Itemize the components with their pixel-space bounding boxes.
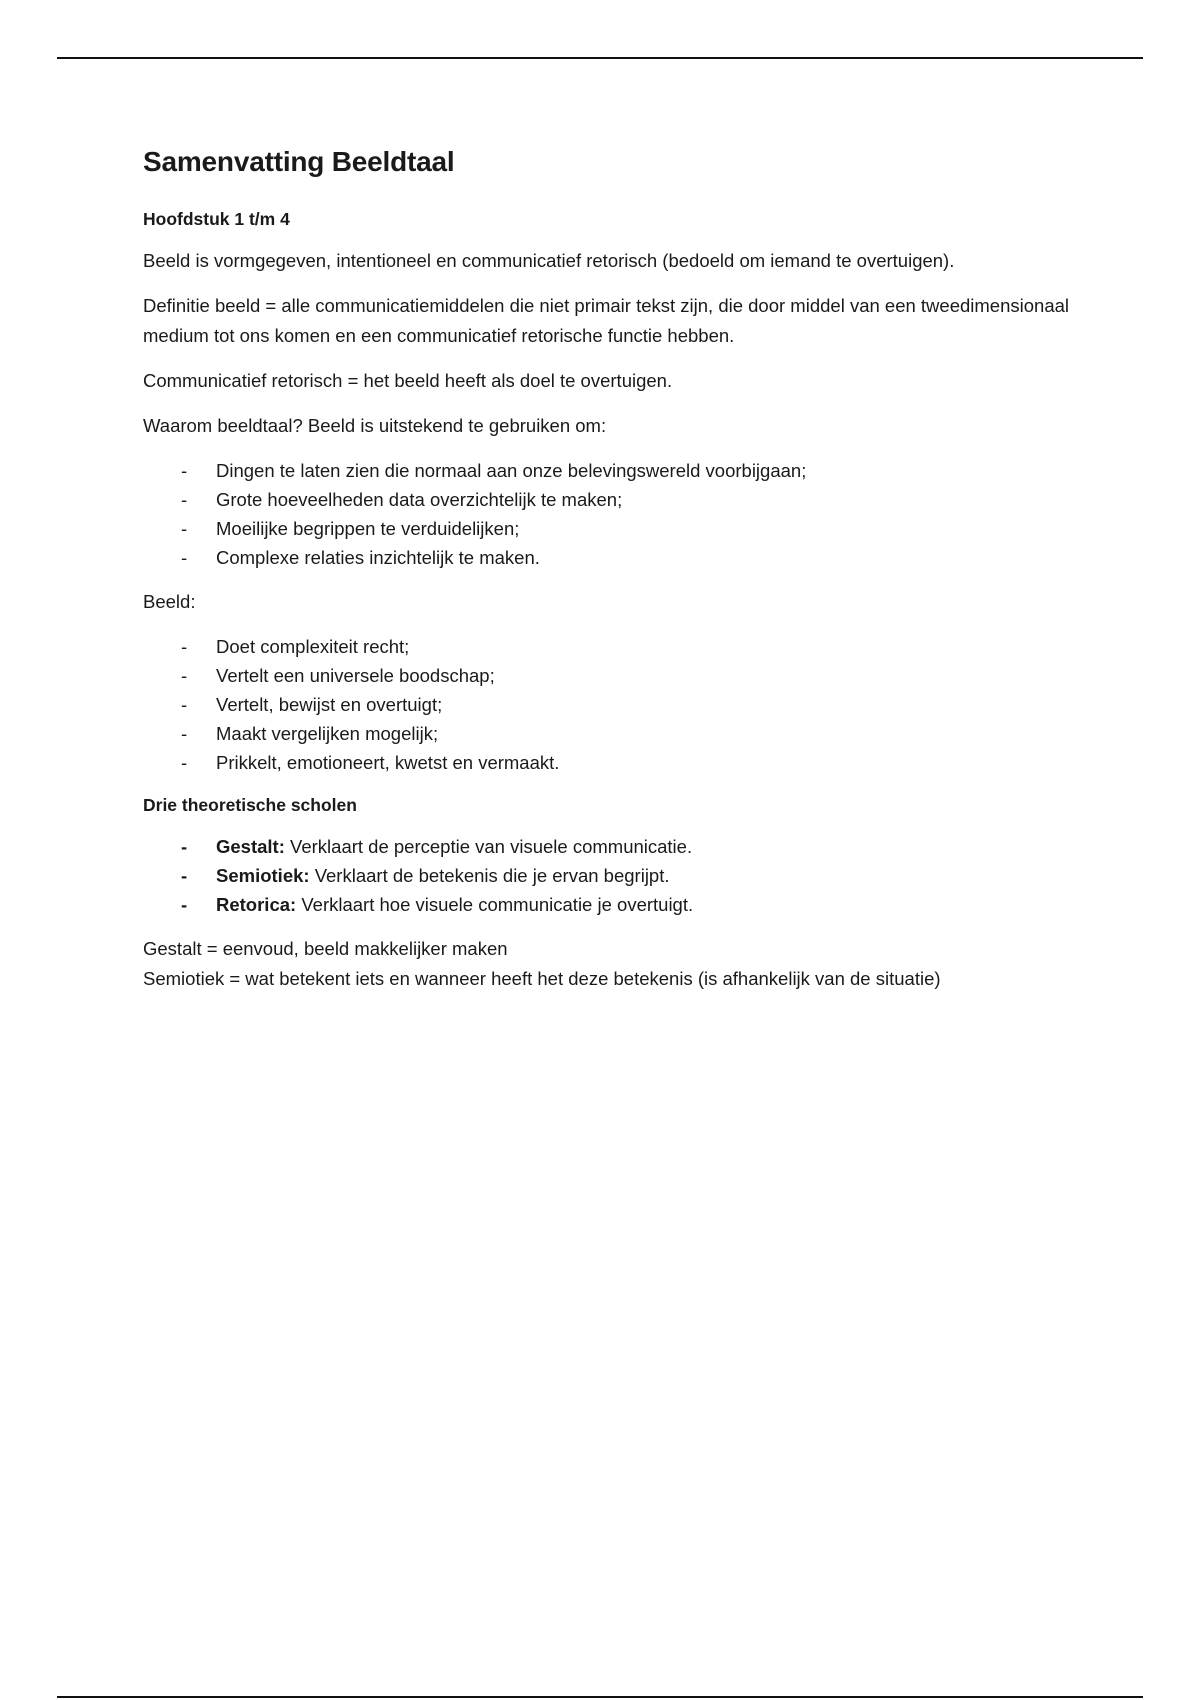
list-beeld-properties bbox=[143, 632, 1083, 777]
bullet-dash: - bbox=[181, 489, 188, 510]
bullet-dash: - bbox=[181, 547, 188, 568]
page-title: Samenvatting Beeldtaal bbox=[143, 146, 455, 177]
bullet-dash: - bbox=[181, 518, 188, 539]
closing-line-semiotiek: Semiotiek = wat betekent iets en wanneer heeft het deze betekenis (is afhankelijk van de situatie) bbox=[143, 968, 941, 989]
school-term: Gestalt: bbox=[216, 836, 285, 857]
bullet-dash: - bbox=[181, 460, 188, 481]
bullet-dash: - bbox=[181, 694, 188, 715]
document-body bbox=[143, 142, 1083, 994]
list-beeld-uses bbox=[143, 456, 1083, 572]
list-item: - Maakt vergelijken mogelijk; bbox=[143, 719, 1083, 748]
list-item: - Prikkelt, emotioneert, kwetst en vermaakt. bbox=[143, 748, 1083, 777]
bullet-dash: - bbox=[181, 752, 188, 773]
list-item: - Dingen te laten zien die normaal aan onze belevingswereld voorbijgaan; bbox=[143, 456, 1083, 485]
list-theoretische-scholen bbox=[143, 832, 1083, 919]
paragraph-communicatief-retorisch: Communicatief retorisch = het beeld heeft als doel te overtuigen. bbox=[143, 370, 673, 391]
list-item: - Grote hoeveelheden data overzichtelijk te maken; bbox=[143, 485, 1083, 514]
footer-rule bbox=[57, 1696, 1143, 1698]
school-term: Semiotiek: bbox=[216, 865, 310, 886]
list-item: - Moeilijke begrippen te verduidelijken; bbox=[143, 514, 1083, 543]
school-description: Verklaart de perceptie van visuele communicatie. bbox=[284, 836, 693, 857]
bullet-dash: - bbox=[181, 636, 188, 657]
school-description: Verklaart de betekenis die je ervan begrijpt. bbox=[309, 865, 670, 886]
paragraph-waarom-beeldtaal: Waarom beeldtaal? Beeld is uitstekend te gebruiken om: bbox=[143, 415, 607, 436]
section-heading-theoretische-scholen: Drie theoretische scholen bbox=[143, 795, 357, 815]
closing-line-gestalt: Gestalt = eenvoud, beeld makkelijker maken bbox=[143, 938, 508, 959]
bullet-dash: - bbox=[181, 836, 188, 857]
paragraph-beeld-definition: Definitie beeld = alle communicatiemiddelen die niet primair tekst zijn, die door middel van een tweedimensionaal medium tot ons komen en een communicatief retorische functie hebben. bbox=[143, 295, 1070, 346]
list-item: - Complexe relaties inzichtelijk te maken. bbox=[143, 543, 1083, 572]
bullet-dash: - bbox=[181, 894, 188, 915]
bullet-dash: - bbox=[181, 865, 188, 886]
list-item: - Vertelt, bewijst en overtuigt; bbox=[143, 690, 1083, 719]
chapter-subtitle: Hoofdstuk 1 t/m 4 bbox=[143, 209, 290, 229]
paragraph-beeld-definition-short: Beeld is vormgegeven, intentioneel en communicatief retorisch (bedoeld om iemand te overtuigen). bbox=[143, 250, 955, 271]
bullet-dash: - bbox=[181, 665, 188, 686]
paragraph-beeld-label: Beeld: bbox=[143, 591, 196, 612]
list-item: - Doet complexiteit recht; bbox=[143, 632, 1083, 661]
school-description: Verklaart hoe visuele communicatie je overtuigt. bbox=[296, 894, 694, 915]
list-item bbox=[143, 890, 1083, 919]
list-item bbox=[143, 861, 1083, 890]
header-rule bbox=[57, 57, 1143, 59]
list-item: - Vertelt een universele boodschap; bbox=[143, 661, 1083, 690]
bullet-dash: - bbox=[181, 723, 188, 744]
list-item bbox=[143, 832, 1083, 861]
school-term: Retorica: bbox=[216, 894, 297, 915]
